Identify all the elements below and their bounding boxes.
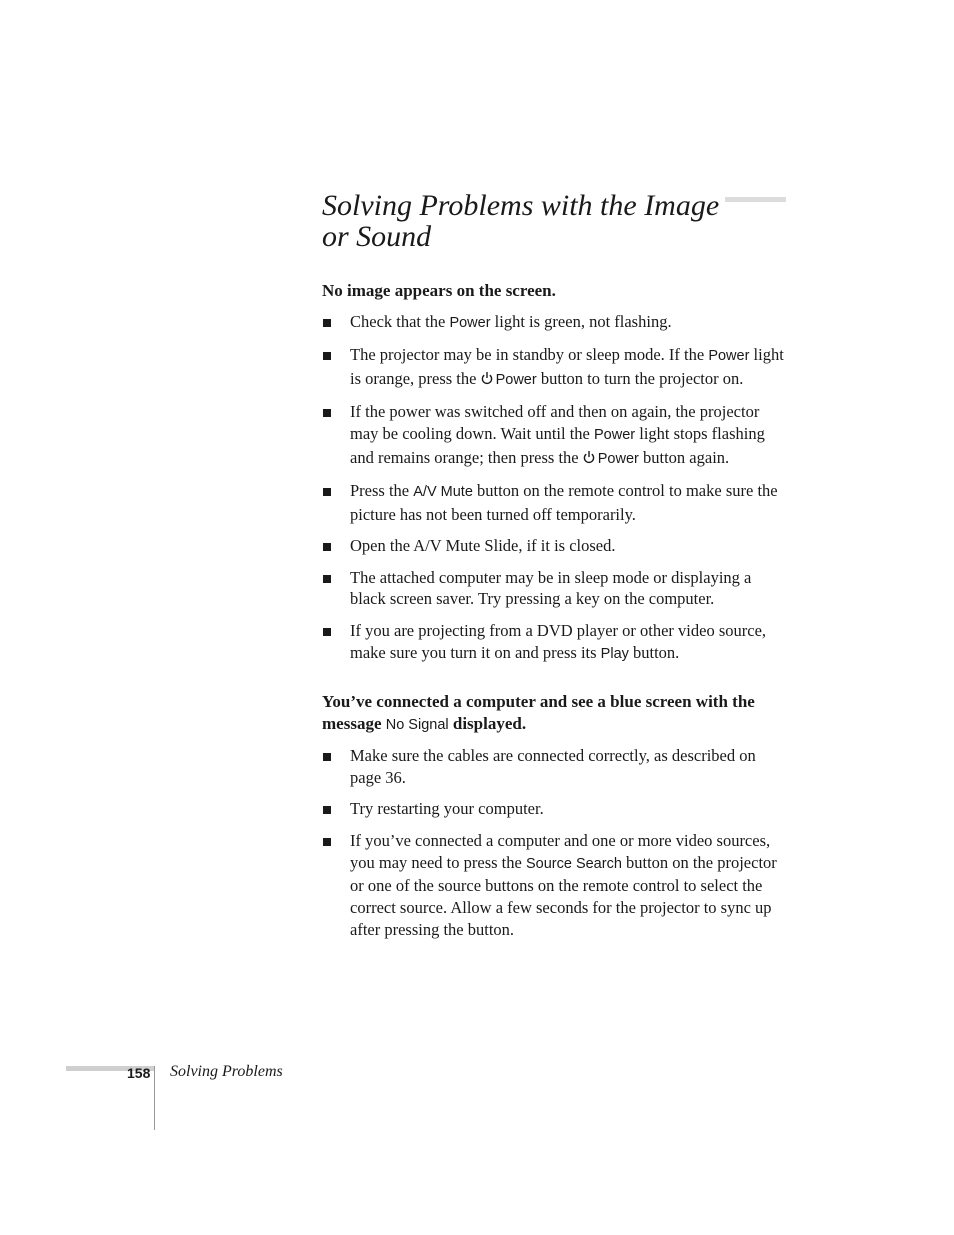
- power-key-label: Power: [594, 427, 636, 444]
- no-signal-message-label: No Signal: [385, 717, 449, 734]
- section-heading-no-image: No image appears on the screen.: [322, 281, 556, 300]
- list-item: If you’ve connected a computer and one or more video sources, you may need to press the Source Search button on the projector or one of the source buttons on the remote control to select the correct source. Allow a few seconds for the projector to sync up after pressing the button.: [322, 830, 786, 941]
- power-key-label: Power: [449, 315, 491, 331]
- main-content: [322, 280, 786, 950]
- bullet-square-icon: [323, 409, 331, 417]
- bullet-square-icon: [323, 806, 331, 814]
- list-item: The projector may be in standby or sleep mode. If the Power light is orange, press the Power button to turn the projector on.: [322, 344, 786, 392]
- bullet-square-icon: [323, 352, 331, 360]
- bullet-square-icon: [323, 543, 331, 551]
- footer-divider: [154, 1066, 155, 1130]
- page-number: 158: [127, 1065, 151, 1081]
- bullet-square-icon: [323, 753, 331, 761]
- list-item: If you are projecting from a DVD player or other video source, make sure you turn it on and press its Play button.: [322, 620, 786, 666]
- page-title-line-2: or Sound: [322, 220, 432, 253]
- play-key-label: Play: [600, 645, 629, 662]
- list-item: Make sure the cables are connected correctly, as described on page 36.: [322, 745, 786, 789]
- list-item: Check that the Power light is green, not flashing.: [322, 311, 786, 335]
- source-search-key-label: Source Search: [525, 855, 622, 872]
- bullet-square-icon: [323, 628, 331, 636]
- power-icon: [583, 450, 595, 464]
- bullet-square-icon: [323, 319, 331, 327]
- power-key-label: Power: [708, 348, 750, 365]
- page-title: [322, 190, 725, 252]
- bullet-square-icon: [323, 838, 331, 846]
- power-button-label: Power: [597, 450, 639, 467]
- list-item: If the power was switched off and then on again, the projector may be cooling down. Wait until the Power light stops flashing and remains orange; then press the Power button again.: [322, 401, 786, 470]
- no-image-list: [322, 311, 786, 665]
- list-item: The attached computer may be in sleep mode or displaying a black screen saver. Try pressing a key on the computer.: [322, 567, 786, 611]
- bullet-square-icon: [323, 488, 331, 496]
- section-heading-no-signal: You’ve connected a computer and see a blue screen with the message No Signal displayed.: [322, 692, 755, 734]
- list-item: Try restarting your computer.: [322, 798, 786, 820]
- list-item: Open the A/V Mute Slide, if it is closed.: [322, 535, 786, 557]
- power-icon: [481, 371, 493, 385]
- list-item: Press the A/V Mute button on the remote control to make sure the picture has not been turned off temporarily.: [322, 480, 786, 526]
- no-signal-list: [322, 745, 786, 940]
- av-mute-key-label: A/V Mute: [413, 484, 473, 501]
- running-footer-title: Solving Problems: [170, 1063, 283, 1080]
- page-title-line-1: Solving Problems with the Image: [322, 189, 720, 222]
- power-button-label: Power: [495, 372, 537, 389]
- bullet-square-icon: [323, 575, 331, 583]
